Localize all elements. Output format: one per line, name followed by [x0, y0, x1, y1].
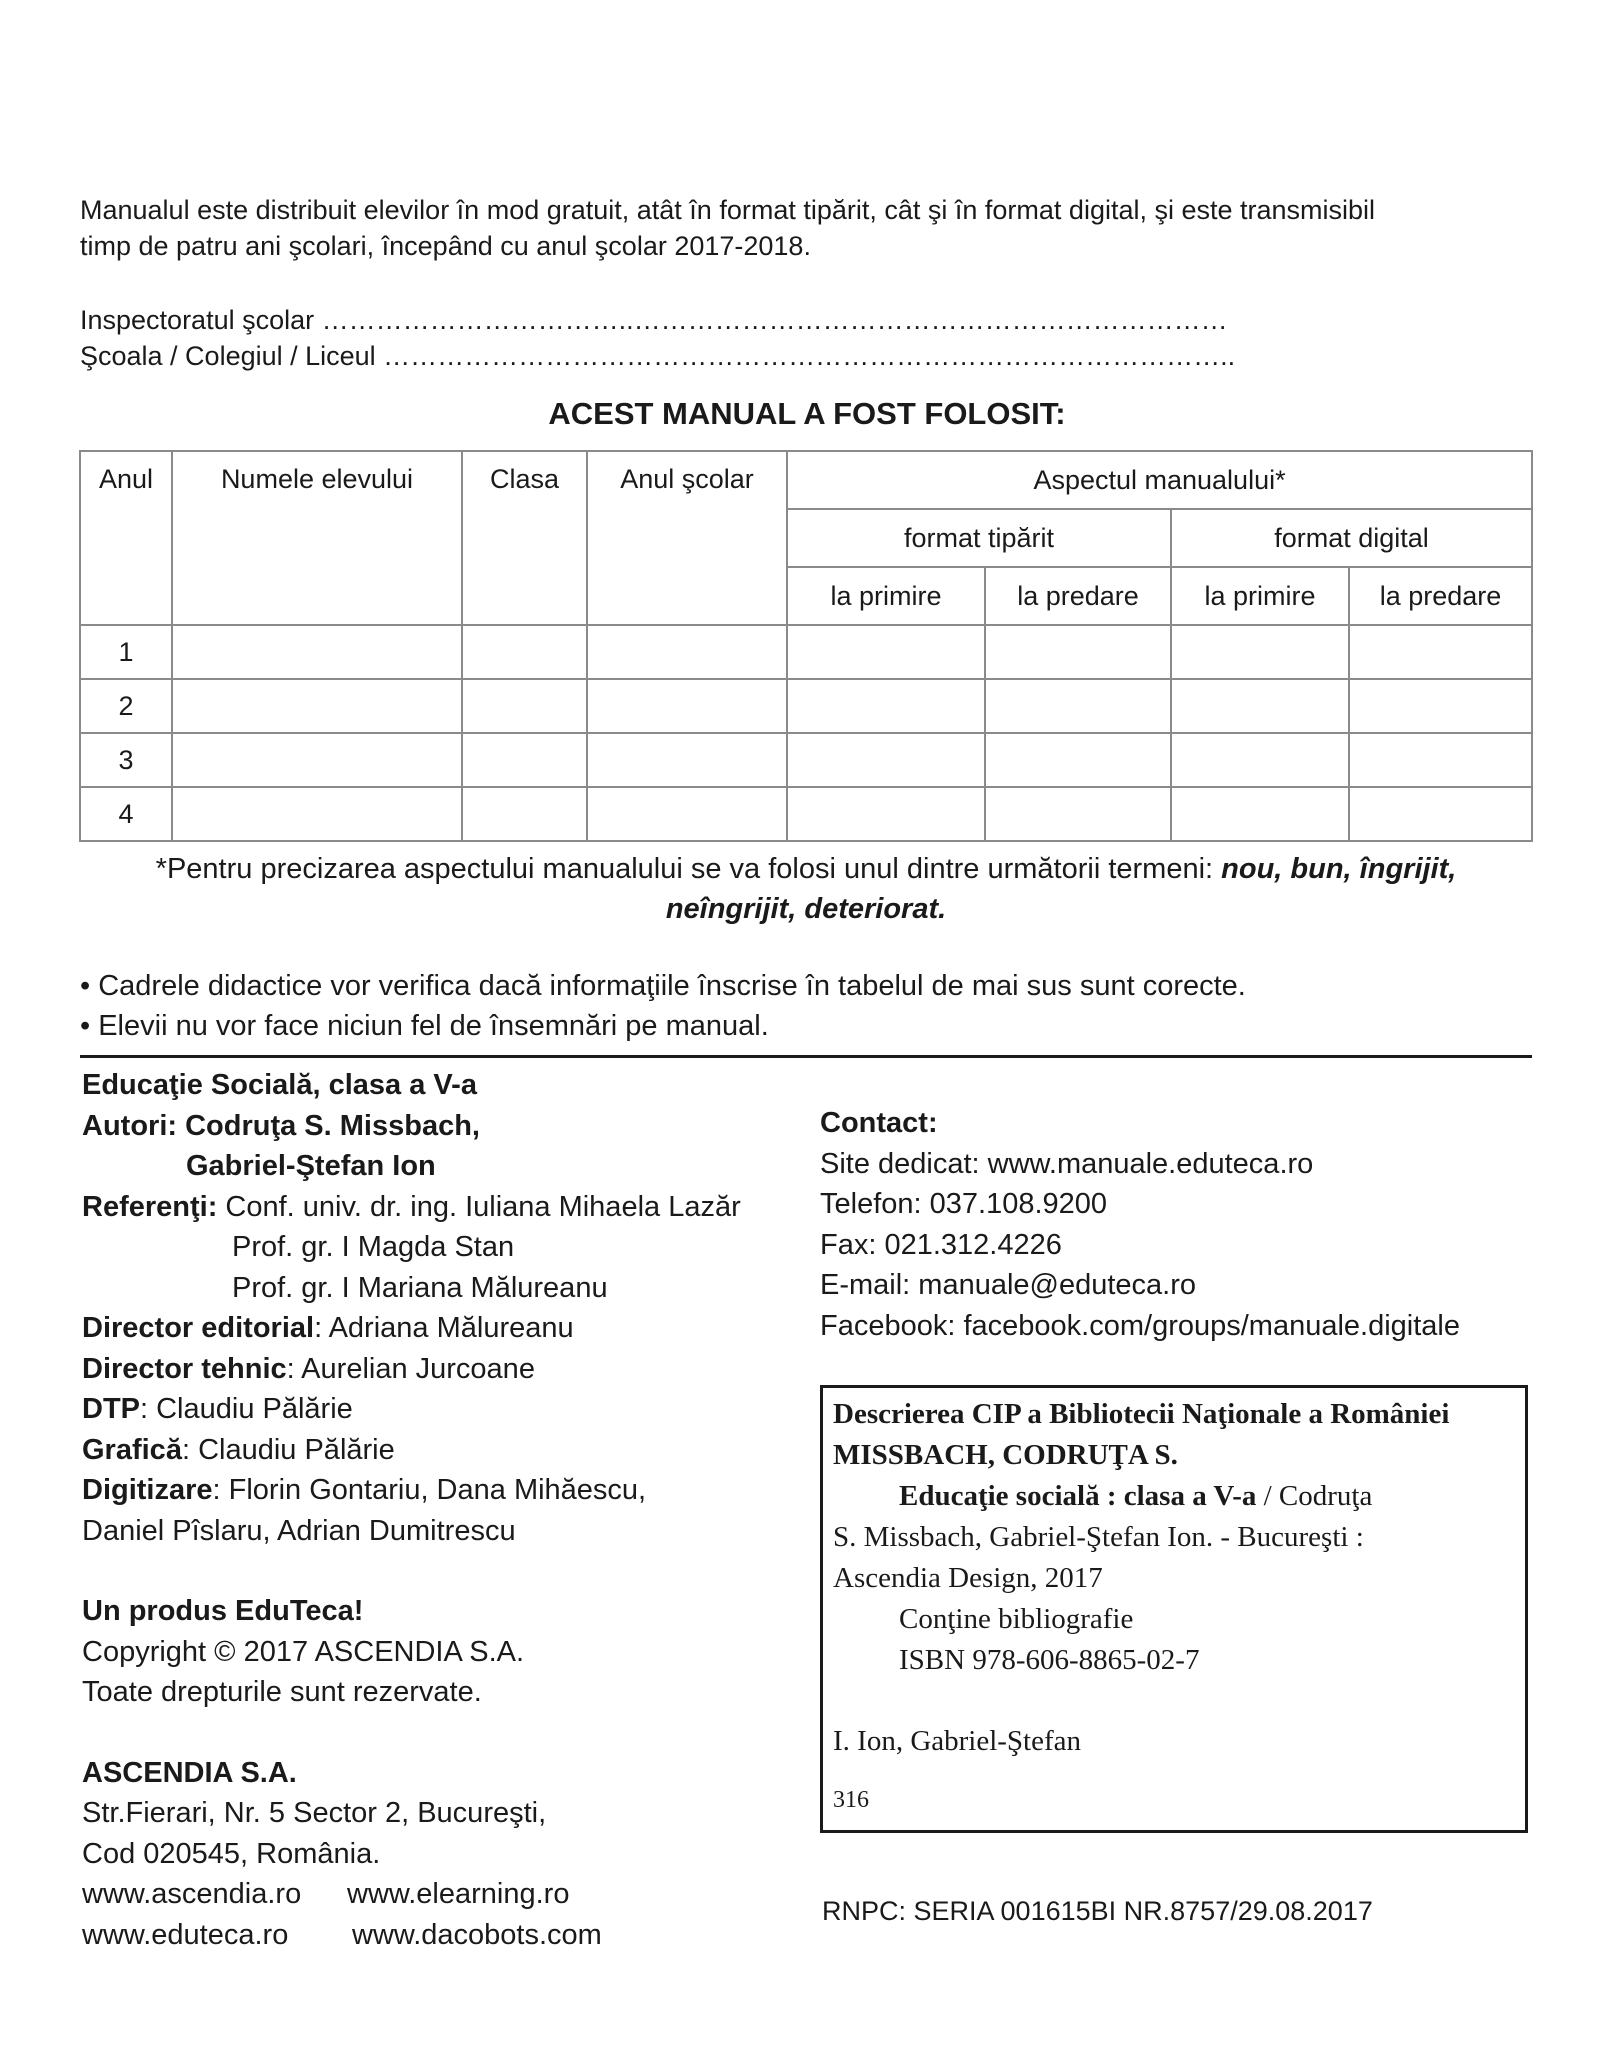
list-item: • Elevii nu vor face niciun fel de însemnări pe manual.	[80, 1010, 769, 1042]
table-row	[80, 733, 1532, 787]
empty-cell	[1171, 733, 1349, 787]
header-la-predare-digital: la predare	[1349, 567, 1532, 625]
authors-second-line: Gabriel-Ştefan Ion	[186, 1150, 436, 1182]
referee-1: Conf. univ. dr. ing. Iuliana Mihaela Lazăr	[225, 1190, 741, 1223]
empty-cell	[172, 625, 462, 679]
digitizare-label: Digitizare	[82, 1474, 213, 1506]
empty-cell	[1349, 625, 1532, 679]
empty-cell	[787, 733, 985, 787]
website-link[interactable]: www.elearning.ro	[347, 1878, 570, 1910]
intro-paragraph	[80, 192, 1530, 264]
instructions-list	[80, 966, 1246, 1046]
cip-line-2: S. Missbach, Gabriel-Ştefan Ion. - Bucureşti :	[833, 1521, 1364, 1553]
referee-3: Prof. gr. I Mariana Mălureanu	[232, 1271, 608, 1304]
grafica-value: : Claudiu Pălărie	[181, 1433, 395, 1466]
row-number: 1	[80, 625, 172, 679]
cip-isbn: ISBN 978-606-8865-02-7	[899, 1644, 1200, 1676]
referee-2: Prof. gr. I Magda Stan	[232, 1231, 515, 1263]
header-numele-elevului: Numele elevului	[172, 451, 462, 625]
empty-cell	[462, 787, 587, 841]
company-name: ASCENDIA S.A.	[82, 1756, 297, 1789]
empty-cell	[787, 679, 985, 733]
authors-line: Autori: Codruţa S. Missbach,	[82, 1109, 480, 1142]
cip-index: I. Ion, Gabriel-Ştefan	[833, 1725, 1082, 1757]
address-line-1: Str.Fierari, Nr. 5 Sector 2, Bucureşti,	[82, 1797, 547, 1829]
empty-cell	[587, 733, 787, 787]
inspectorat-line: Inspectoratul şcolar ……………………………..…………………………………………………………	[80, 305, 1228, 335]
table-row	[80, 679, 1532, 733]
empty-cell	[985, 787, 1171, 841]
cip-author: MISSBACH, CODRUŢA S.	[833, 1439, 1178, 1471]
empty-cell	[1349, 787, 1532, 841]
table-row	[80, 787, 1532, 841]
empty-cell	[1349, 679, 1532, 733]
product-line: Un produs EduTeca!	[82, 1595, 364, 1627]
empty-cell	[462, 679, 587, 733]
dir-editorial-value: : Adriana Mălureanu	[314, 1312, 574, 1344]
cip-bibliography: Conţine bibliografie	[899, 1603, 1134, 1635]
empty-cell	[1171, 787, 1349, 841]
header-clasa: Clasa	[462, 451, 587, 625]
row-number: 3	[80, 733, 172, 787]
cip-code: 316	[833, 1787, 869, 1813]
empty-cell	[462, 625, 587, 679]
header-format-digital: format digital	[1171, 509, 1532, 567]
empty-cell	[985, 679, 1171, 733]
empty-cell	[985, 733, 1171, 787]
empty-cell	[587, 679, 787, 733]
dir-editorial-label: Director editorial	[82, 1312, 315, 1344]
empty-cell	[172, 679, 462, 733]
website-link[interactable]: www.ascendia.ro	[82, 1878, 302, 1910]
school-fill-lines	[80, 302, 1235, 374]
aspect-footnote	[80, 849, 1532, 929]
header-anul: Anul	[80, 451, 172, 625]
website-link[interactable]: www.dacobots.com	[352, 1918, 602, 1951]
empty-cell	[787, 787, 985, 841]
empty-cell	[1171, 625, 1349, 679]
empty-cell	[172, 733, 462, 787]
contact-fax: Fax: 021.312.4226	[820, 1228, 1062, 1261]
empty-cell	[462, 733, 587, 787]
cip-description-box	[820, 1385, 1528, 1833]
footnote-terms-1: nou, bun, îngrijit,	[1221, 853, 1457, 885]
header-aspectul-manualului: Aspectul manualului*	[787, 451, 1532, 509]
contact-column	[820, 1103, 1540, 1346]
dir-tehnic-label: Director tehnic	[82, 1352, 287, 1385]
rnpc-line: RNPC: SERIA 001615BI NR.8757/29.08.2017	[822, 1896, 1373, 1926]
divider	[80, 1055, 1532, 1058]
cip-book-title: Educaţie socială : clasa a V-a	[899, 1480, 1257, 1512]
intro-line-2: timp de patru ani şcolari, începând cu anul şcolar 2017-2018.	[80, 231, 811, 261]
empty-cell	[787, 625, 985, 679]
copyright-line: Copyright © 2017 ASCENDIA S.A.	[82, 1635, 525, 1668]
footnote-text: *Pentru precizarea aspectului manualului se va folosi unul dintre următorii termeni:	[155, 853, 1222, 885]
contact-email[interactable]: E-mail: manuale@eduteca.ro	[820, 1269, 1197, 1301]
header-la-primire-digital: la primire	[1171, 567, 1349, 625]
dtp-value: : Claudiu Pălărie	[140, 1393, 353, 1425]
empty-cell	[587, 787, 787, 841]
row-number: 2	[80, 679, 172, 733]
contact-phone: Telefon: 037.108.9200	[820, 1188, 1108, 1220]
website-link[interactable]: www.eduteca.ro	[82, 1918, 289, 1951]
empty-cell	[172, 787, 462, 841]
cip-heading: Descrierea CIP a Bibliotecii Naţionale a României	[833, 1398, 1450, 1430]
contact-site[interactable]: Site dedicat: www.manuale.eduteca.ro	[820, 1147, 1314, 1180]
book-title: Educaţie Socială, clasa a V-a	[82, 1069, 477, 1101]
digitizare-value-2: Daniel Pîslaru, Adrian Dumitrescu	[82, 1514, 516, 1547]
table-title: ACEST MANUAL A FOST FOLOSIT:	[548, 396, 1066, 431]
table-row	[80, 625, 1532, 679]
digitizare-value: : Florin Gontariu, Dana Mihăescu,	[212, 1474, 647, 1506]
address-line-2: Cod 020545, România.	[82, 1837, 381, 1870]
header-la-primire-tiparit: la primire	[787, 567, 985, 625]
rights-line: Toate drepturile sunt rezervate.	[82, 1676, 482, 1708]
empty-cell	[1349, 733, 1532, 787]
header-format-tiparit: format tipărit	[787, 509, 1171, 567]
empty-cell	[1171, 679, 1349, 733]
scoala-line: Şcoala / Colegiul / Liceul …………………………………………………………………………………..	[80, 341, 1236, 371]
header-anul-scolar: Anul şcolar	[587, 451, 787, 625]
empty-cell	[587, 625, 787, 679]
header-la-predare-tiparit: la predare	[985, 567, 1171, 625]
dtp-label: DTP	[82, 1393, 140, 1425]
credits-column	[82, 1065, 802, 1955]
grafica-label: Grafică	[82, 1433, 182, 1466]
list-item: • Cadrele didactice vor verifica dacă informaţiile înscrise în tabelul de mai sus sunt corecte.	[80, 970, 1246, 1002]
row-number: 4	[80, 787, 172, 841]
usage-table	[79, 450, 1533, 842]
referees-label: Referenţi:	[82, 1190, 218, 1223]
intro-line-1: Manualul este distribuit elevilor în mod gratuit, atât în format tipărit, cât şi în format digital, şi este transmisibil	[80, 195, 1376, 225]
footnote-terms-2: neîngrijit, deteriorat.	[665, 893, 947, 925]
contact-title: Contact:	[820, 1107, 938, 1139]
dir-tehnic-value: : Aurelian Jurcoane	[286, 1352, 535, 1385]
cip-book-rest: / Codruţa	[1256, 1480, 1373, 1512]
contact-facebook[interactable]: Facebook: facebook.com/groups/manuale.digitale	[820, 1309, 1460, 1342]
cip-line-3: Ascendia Design, 2017	[833, 1562, 1103, 1594]
empty-cell	[985, 625, 1171, 679]
